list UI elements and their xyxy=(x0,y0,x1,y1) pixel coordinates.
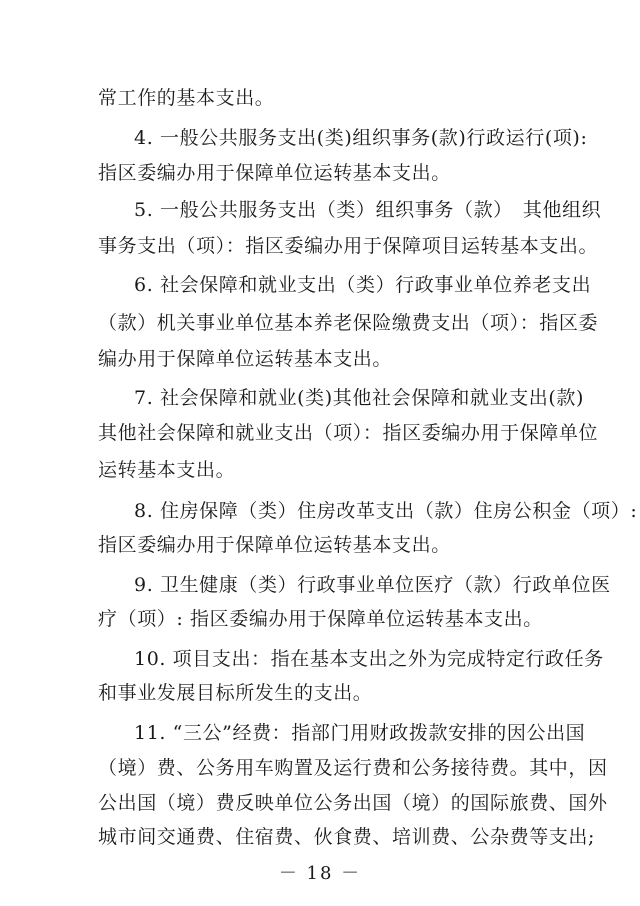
text-line: 8. 住房保障（类）住房改革支出（款）住房公积金（项）: xyxy=(134,500,638,522)
text-line: 公出国（境）费反映单位公务出国（境）的国际旅费、国外 xyxy=(98,792,608,814)
text-line: 事务支出（项）：指区委编办用于保障项目运转基本支出。 xyxy=(98,235,599,257)
text-line: 疗（项）: 指区委编办用于保障单位运转基本支出。 xyxy=(98,608,543,630)
text-line: 4. 一般公共服务支出(类)组织事务(款)行政运行(项): xyxy=(134,127,588,149)
text-line: 运转基本支出。 xyxy=(98,459,236,481)
text-line: 5. 一般公共服务支出（类）组织事务（款） 其他组织 xyxy=(134,199,602,221)
text-line: 7. 社会保障和就业(类)其他社会保障和就业支出(款) xyxy=(134,387,585,409)
text-line: 指区委编办用于保障单位运转基本支出。 xyxy=(98,162,451,184)
text-line: 城市间交通费、住宿费、伙食费、培训费、公杂费等支出; xyxy=(98,826,596,848)
text-line: 10. 项目支出：指在基本支出之外为完成特定行政任务 xyxy=(134,648,604,670)
page-number: － 18 － xyxy=(278,863,362,884)
text-line: 指区委编办用于保障单位运转基本支出。 xyxy=(98,534,451,556)
text-line: 6. 社会保障和就业支出（类）行政事业单位养老支出 xyxy=(134,274,592,296)
text-line: （境）费、公务用车购置及运行费和公务接待费。其中，因 xyxy=(98,757,608,779)
text-line: 常工作的基本支出。 xyxy=(98,87,275,109)
text-line: 11. “三公”经费：指部门用财政拨款安排的因公出国 xyxy=(134,722,586,744)
text-line: 和事业发展目标所发生的支出。 xyxy=(98,682,373,704)
text-line: 编办用于保障单位运转基本支出。 xyxy=(98,348,393,370)
text-line: 9. 卫生健康（类）行政事业单位医疗（款）行政单位医 xyxy=(134,574,611,596)
text-line: （款）机关事业单位基本养老保险缴费支出（项）：指区委 xyxy=(98,312,599,334)
text-line: 其他社会保障和就业支出（项）：指区委编办用于保障单位 xyxy=(98,422,599,444)
